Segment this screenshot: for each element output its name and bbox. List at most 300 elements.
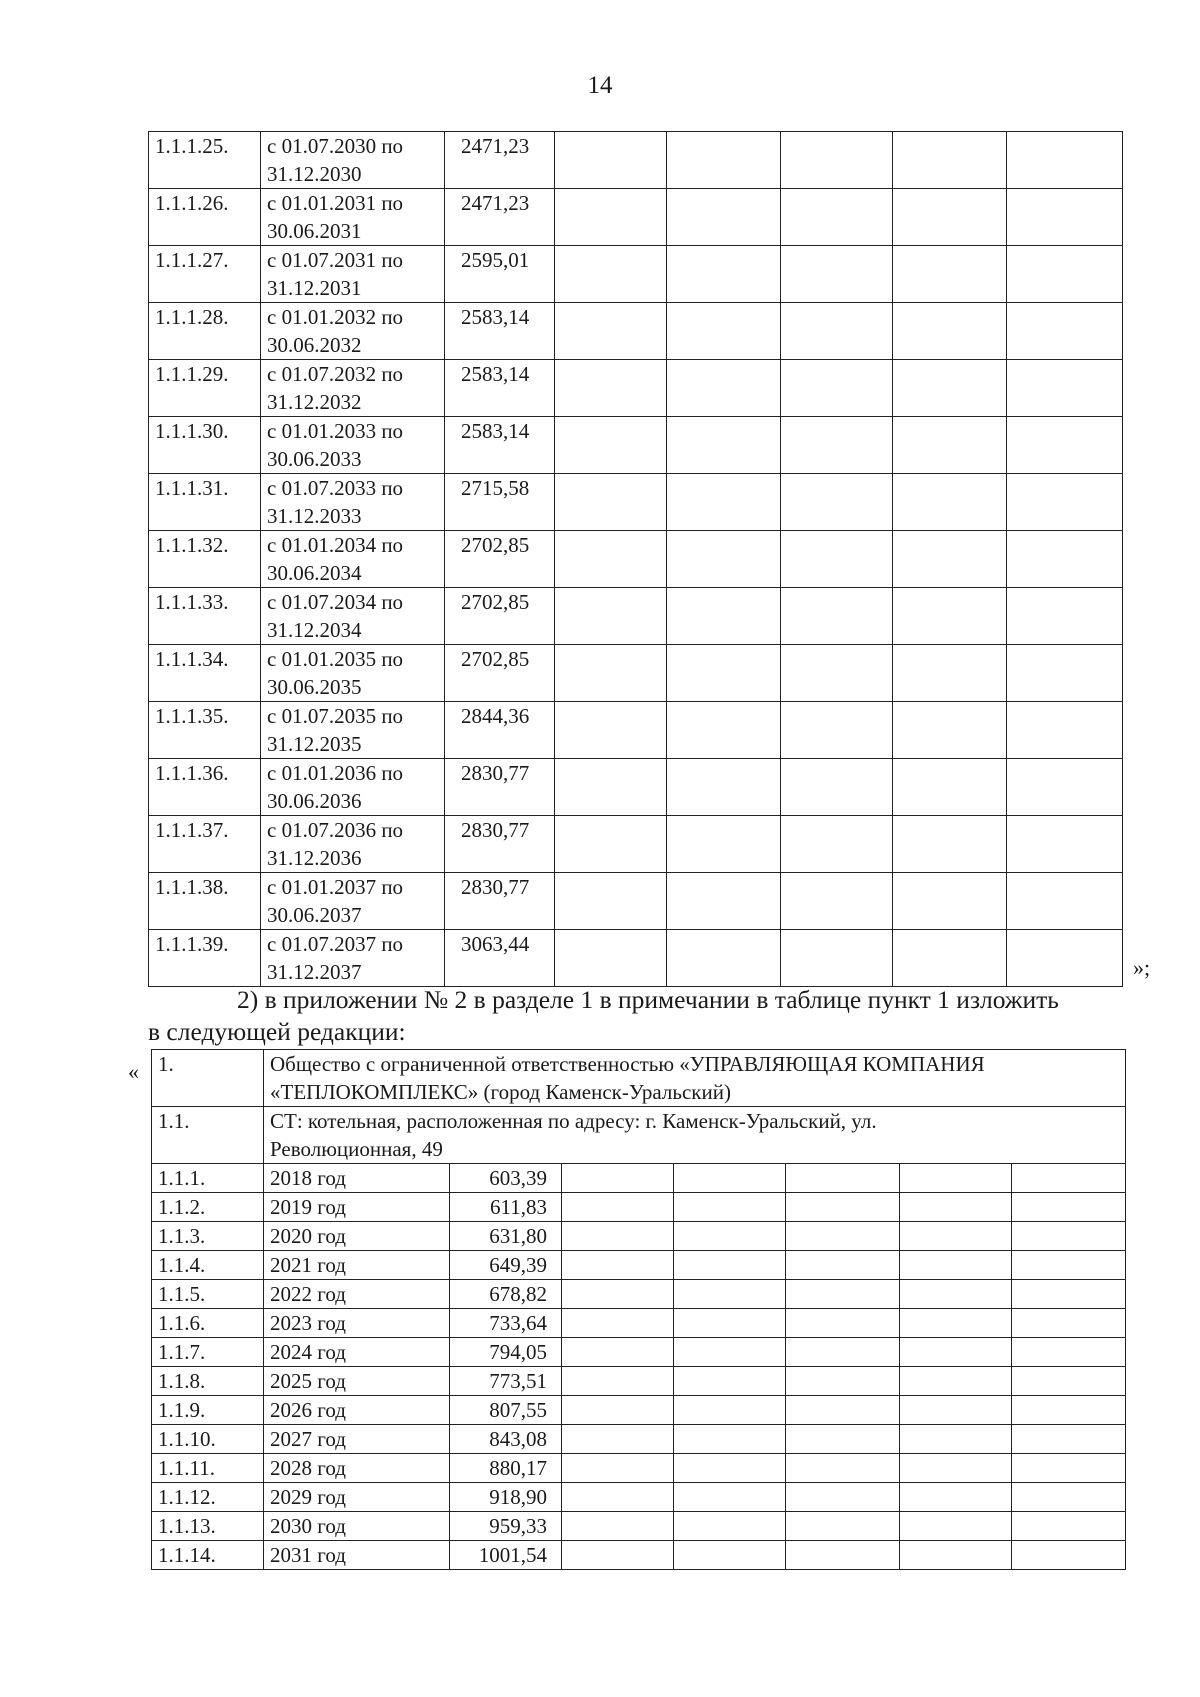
tariff-value: 2595,01 bbox=[445, 246, 555, 303]
row-number: 1.1.11. bbox=[152, 1454, 264, 1483]
table-row bbox=[149, 132, 1123, 189]
empty-cell bbox=[893, 132, 1007, 189]
empty-cell bbox=[674, 1193, 786, 1222]
row-number: 1.1.7. bbox=[152, 1338, 264, 1367]
row-number: 1.1.1.26. bbox=[149, 189, 261, 246]
row-number: 1.1.5. bbox=[152, 1280, 264, 1309]
table-row bbox=[152, 1280, 1126, 1309]
empty-cell bbox=[1007, 474, 1123, 531]
tariff-value: 678,82 bbox=[450, 1280, 562, 1309]
row-number: 1.1.1.31. bbox=[149, 474, 261, 531]
empty-cell bbox=[781, 588, 893, 645]
empty-cell bbox=[893, 360, 1007, 417]
year-cell: 2021 год bbox=[264, 1251, 450, 1280]
empty-cell bbox=[674, 1483, 786, 1512]
empty-cell bbox=[893, 531, 1007, 588]
period-end: 31.12.2037 bbox=[267, 960, 362, 984]
table-row bbox=[152, 1483, 1126, 1512]
empty-cell bbox=[781, 759, 893, 816]
year-cell: 2020 год bbox=[264, 1222, 450, 1251]
table-row bbox=[152, 1396, 1126, 1425]
table-row bbox=[152, 1309, 1126, 1338]
empty-cell bbox=[893, 702, 1007, 759]
empty-cell bbox=[562, 1222, 674, 1251]
empty-cell bbox=[1012, 1541, 1126, 1570]
empty-cell bbox=[674, 1338, 786, 1367]
empty-cell bbox=[555, 132, 667, 189]
row-number: 1.1.3. bbox=[152, 1222, 264, 1251]
empty-cell bbox=[893, 759, 1007, 816]
table-row bbox=[149, 816, 1123, 873]
row-number: 1.1.1.35. bbox=[149, 702, 261, 759]
row-number: 1.1.13. bbox=[152, 1512, 264, 1541]
table-row bbox=[152, 1193, 1126, 1222]
empty-cell bbox=[667, 360, 781, 417]
empty-cell bbox=[900, 1483, 1012, 1512]
empty-cell bbox=[562, 1454, 674, 1483]
organization-name bbox=[264, 1050, 1126, 1107]
empty-cell bbox=[1007, 531, 1123, 588]
period-end: 31.12.2036 bbox=[267, 846, 362, 870]
empty-cell bbox=[674, 1454, 786, 1483]
empty-cell bbox=[674, 1164, 786, 1193]
empty-cell bbox=[781, 246, 893, 303]
year-cell: 2028 год bbox=[264, 1454, 450, 1483]
site-address-line-1: СТ: котельная, расположенная по адресу: г. Каменск-Уральский, ул. bbox=[270, 1109, 877, 1133]
period-end: 30.06.2032 bbox=[267, 333, 362, 357]
year-cell: 2018 год bbox=[264, 1164, 450, 1193]
empty-cell bbox=[667, 303, 781, 360]
row-number: 1.1.1.28. bbox=[149, 303, 261, 360]
empty-cell bbox=[674, 1396, 786, 1425]
empty-cell bbox=[900, 1512, 1012, 1541]
empty-cell bbox=[1012, 1251, 1126, 1280]
empty-cell bbox=[562, 1367, 674, 1396]
opening-quote: « bbox=[128, 1059, 139, 1084]
organization-name-line-2: «ТЕПЛОКОМПЛЕКС» (город Каменск-Уральский) bbox=[270, 1080, 731, 1104]
empty-cell bbox=[1012, 1280, 1126, 1309]
table-row bbox=[152, 1338, 1126, 1367]
empty-cell bbox=[893, 189, 1007, 246]
empty-cell bbox=[555, 360, 667, 417]
tariff-value: 959,33 bbox=[450, 1512, 562, 1541]
empty-cell bbox=[1007, 816, 1123, 873]
empty-cell bbox=[786, 1338, 900, 1367]
empty-cell bbox=[562, 1425, 674, 1454]
tariff-value: 843,08 bbox=[450, 1425, 562, 1454]
empty-cell bbox=[562, 1338, 674, 1367]
tariff-value: 2830,77 bbox=[445, 816, 555, 873]
empty-cell bbox=[781, 531, 893, 588]
year-cell: 2022 год bbox=[264, 1280, 450, 1309]
period-start: с 01.01.2033 по bbox=[267, 419, 404, 443]
table-row bbox=[149, 531, 1123, 588]
empty-cell bbox=[674, 1367, 786, 1396]
empty-cell bbox=[555, 645, 667, 702]
tariff-value: 1001,54 bbox=[450, 1541, 562, 1570]
tariff-value: 603,39 bbox=[450, 1164, 562, 1193]
period-cell bbox=[261, 474, 445, 531]
table-row bbox=[152, 1367, 1126, 1396]
period-cell bbox=[261, 360, 445, 417]
empty-cell bbox=[667, 588, 781, 645]
empty-cell bbox=[674, 1512, 786, 1541]
empty-cell bbox=[562, 1193, 674, 1222]
period-start: с 01.01.2036 по bbox=[267, 761, 404, 785]
tariff-value: 611,83 bbox=[450, 1193, 562, 1222]
empty-cell bbox=[781, 132, 893, 189]
row-number: 1.1.8. bbox=[152, 1367, 264, 1396]
site-address bbox=[264, 1107, 1126, 1164]
empty-cell bbox=[1007, 132, 1123, 189]
tariff-value: 880,17 bbox=[450, 1454, 562, 1483]
empty-cell bbox=[1012, 1193, 1126, 1222]
empty-cell bbox=[900, 1280, 1012, 1309]
empty-cell bbox=[555, 816, 667, 873]
year-cell: 2029 год bbox=[264, 1483, 450, 1512]
empty-cell bbox=[781, 816, 893, 873]
row-number: 1.1.1.32. bbox=[149, 531, 261, 588]
empty-cell bbox=[667, 531, 781, 588]
period-cell bbox=[261, 930, 445, 987]
period-end: 30.06.2036 bbox=[267, 789, 362, 813]
period-end: 31.12.2032 bbox=[267, 390, 362, 414]
period-end: 31.12.2033 bbox=[267, 504, 362, 528]
period-cell bbox=[261, 189, 445, 246]
table-row bbox=[149, 588, 1123, 645]
empty-cell bbox=[667, 873, 781, 930]
row-number: 1.1.1. bbox=[152, 1164, 264, 1193]
table-row bbox=[152, 1512, 1126, 1541]
empty-cell bbox=[555, 759, 667, 816]
empty-cell bbox=[781, 645, 893, 702]
year-cell: 2025 год bbox=[264, 1367, 450, 1396]
table-row bbox=[149, 930, 1123, 987]
tariff-value: 733,64 bbox=[450, 1309, 562, 1338]
empty-cell bbox=[555, 189, 667, 246]
site-address-line-2: Революционная, 49 bbox=[270, 1137, 443, 1161]
empty-cell bbox=[781, 873, 893, 930]
year-cell: 2019 год bbox=[264, 1193, 450, 1222]
empty-cell bbox=[1007, 360, 1123, 417]
empty-cell bbox=[1012, 1222, 1126, 1251]
amendment-paragraph-line-1: 2) в приложении № 2 в разделе 1 в примечании в таблице пункт 1 изложить bbox=[237, 985, 1059, 1014]
period-cell bbox=[261, 531, 445, 588]
table-row bbox=[149, 759, 1123, 816]
empty-cell bbox=[562, 1309, 674, 1338]
tariff-value: 631,80 bbox=[450, 1222, 562, 1251]
period-start: с 01.07.2031 по bbox=[267, 248, 404, 272]
table-row bbox=[152, 1454, 1126, 1483]
tariff-value: 2471,23 bbox=[445, 132, 555, 189]
table-row bbox=[149, 873, 1123, 930]
tariff-value: 2830,77 bbox=[445, 759, 555, 816]
empty-cell bbox=[781, 189, 893, 246]
period-end: 30.06.2034 bbox=[267, 561, 362, 585]
period-cell bbox=[261, 417, 445, 474]
row-number: 1. bbox=[152, 1050, 264, 1107]
period-start: с 01.01.2034 по bbox=[267, 533, 404, 557]
empty-cell bbox=[781, 360, 893, 417]
table-row bbox=[149, 246, 1123, 303]
empty-cell bbox=[674, 1251, 786, 1280]
period-end: 30.06.2031 bbox=[267, 219, 362, 243]
empty-cell bbox=[900, 1396, 1012, 1425]
tariff-value: 2715,58 bbox=[445, 474, 555, 531]
page-number: 14 bbox=[587, 72, 613, 99]
empty-cell bbox=[786, 1222, 900, 1251]
year-cell: 2023 год bbox=[264, 1309, 450, 1338]
tariff-value: 649,39 bbox=[450, 1251, 562, 1280]
closing-quote: »; bbox=[1133, 955, 1151, 980]
period-end: 30.06.2033 bbox=[267, 447, 362, 471]
table-row bbox=[149, 702, 1123, 759]
empty-cell bbox=[674, 1280, 786, 1309]
empty-cell bbox=[893, 588, 1007, 645]
table-row bbox=[152, 1164, 1126, 1193]
row-number: 1.1.1.27. bbox=[149, 246, 261, 303]
empty-cell bbox=[1012, 1367, 1126, 1396]
row-number: 1.1. bbox=[152, 1107, 264, 1164]
row-number: 1.1.1.25. bbox=[149, 132, 261, 189]
period-cell bbox=[261, 588, 445, 645]
empty-cell bbox=[1007, 246, 1123, 303]
row-number: 1.1.12. bbox=[152, 1483, 264, 1512]
empty-cell bbox=[1012, 1164, 1126, 1193]
tariff-value: 794,05 bbox=[450, 1338, 562, 1367]
empty-cell bbox=[786, 1512, 900, 1541]
period-end: 30.06.2037 bbox=[267, 903, 362, 927]
empty-cell bbox=[1007, 303, 1123, 360]
empty-cell bbox=[674, 1222, 786, 1251]
tariff-value: 918,90 bbox=[450, 1483, 562, 1512]
empty-cell bbox=[555, 531, 667, 588]
table-row bbox=[149, 417, 1123, 474]
empty-cell bbox=[893, 930, 1007, 987]
empty-cell bbox=[674, 1425, 786, 1454]
period-end: 31.12.2030 bbox=[267, 162, 362, 186]
empty-cell bbox=[893, 474, 1007, 531]
row-number: 1.1.4. bbox=[152, 1251, 264, 1280]
empty-cell bbox=[674, 1541, 786, 1570]
empty-cell bbox=[781, 303, 893, 360]
empty-cell bbox=[667, 930, 781, 987]
empty-cell bbox=[1007, 930, 1123, 987]
empty-cell bbox=[893, 645, 1007, 702]
annual-tariff-table bbox=[151, 1049, 1126, 1570]
tariff-value: 2471,23 bbox=[445, 189, 555, 246]
row-number: 1.1.6. bbox=[152, 1309, 264, 1338]
period-start: с 01.07.2030 по bbox=[267, 134, 404, 158]
empty-cell bbox=[667, 246, 781, 303]
period-cell bbox=[261, 132, 445, 189]
empty-cell bbox=[893, 873, 1007, 930]
period-start: с 01.01.2037 по bbox=[267, 875, 404, 899]
empty-cell bbox=[562, 1280, 674, 1309]
organization-row bbox=[152, 1050, 1126, 1107]
row-number: 1.1.1.39. bbox=[149, 930, 261, 987]
empty-cell bbox=[1007, 645, 1123, 702]
empty-cell bbox=[900, 1222, 1012, 1251]
row-number: 1.1.9. bbox=[152, 1396, 264, 1425]
year-cell: 2026 год bbox=[264, 1396, 450, 1425]
period-start: с 01.07.2033 по bbox=[267, 476, 404, 500]
empty-cell bbox=[555, 873, 667, 930]
empty-cell bbox=[900, 1251, 1012, 1280]
empty-cell bbox=[900, 1338, 1012, 1367]
empty-cell bbox=[786, 1541, 900, 1570]
tariff-periods-table bbox=[148, 131, 1123, 987]
period-start: с 01.01.2031 по bbox=[267, 191, 404, 215]
empty-cell bbox=[893, 303, 1007, 360]
empty-cell bbox=[1007, 189, 1123, 246]
empty-cell bbox=[667, 132, 781, 189]
empty-cell bbox=[893, 246, 1007, 303]
empty-cell bbox=[786, 1193, 900, 1222]
empty-cell bbox=[1012, 1396, 1126, 1425]
empty-cell bbox=[1007, 417, 1123, 474]
empty-cell bbox=[786, 1251, 900, 1280]
empty-cell bbox=[562, 1164, 674, 1193]
empty-cell bbox=[900, 1164, 1012, 1193]
year-cell: 2027 год bbox=[264, 1425, 450, 1454]
empty-cell bbox=[1012, 1338, 1126, 1367]
row-number: 1.1.1.34. bbox=[149, 645, 261, 702]
period-end: 30.06.2035 bbox=[267, 675, 362, 699]
table-row bbox=[149, 474, 1123, 531]
empty-cell bbox=[786, 1483, 900, 1512]
empty-cell bbox=[1012, 1512, 1126, 1541]
period-start: с 01.07.2037 по bbox=[267, 932, 404, 956]
period-cell bbox=[261, 816, 445, 873]
empty-cell bbox=[900, 1193, 1012, 1222]
table-row bbox=[152, 1251, 1126, 1280]
empty-cell bbox=[555, 702, 667, 759]
period-start: с 01.07.2036 по bbox=[267, 818, 404, 842]
empty-cell bbox=[667, 759, 781, 816]
empty-cell bbox=[786, 1396, 900, 1425]
empty-cell bbox=[555, 474, 667, 531]
empty-cell bbox=[1007, 873, 1123, 930]
empty-cell bbox=[900, 1541, 1012, 1570]
empty-cell bbox=[562, 1541, 674, 1570]
period-start: с 01.07.2032 по bbox=[267, 362, 404, 386]
empty-cell bbox=[781, 930, 893, 987]
period-cell bbox=[261, 303, 445, 360]
tariff-value: 2844,36 bbox=[445, 702, 555, 759]
empty-cell bbox=[781, 417, 893, 474]
empty-cell bbox=[786, 1309, 900, 1338]
period-start: с 01.01.2032 по bbox=[267, 305, 404, 329]
tariff-value: 2583,14 bbox=[445, 360, 555, 417]
organization-name-line-1: Общество с ограниченной ответственностью «УПРАВЛЯЮЩАЯ КОМПАНИЯ bbox=[270, 1052, 985, 1076]
empty-cell bbox=[562, 1483, 674, 1512]
empty-cell bbox=[893, 417, 1007, 474]
empty-cell bbox=[667, 474, 781, 531]
empty-cell bbox=[893, 816, 1007, 873]
row-number: 1.1.2. bbox=[152, 1193, 264, 1222]
empty-cell bbox=[781, 474, 893, 531]
row-number: 1.1.1.30. bbox=[149, 417, 261, 474]
empty-cell bbox=[1007, 759, 1123, 816]
tariff-value: 2583,14 bbox=[445, 417, 555, 474]
empty-cell bbox=[786, 1425, 900, 1454]
period-start: с 01.07.2034 по bbox=[267, 590, 404, 614]
tariff-value: 2702,85 bbox=[445, 645, 555, 702]
table-row bbox=[152, 1541, 1126, 1570]
period-end: 31.12.2031 bbox=[267, 276, 362, 300]
empty-cell bbox=[786, 1454, 900, 1483]
row-number: 1.1.14. bbox=[152, 1541, 264, 1570]
empty-cell bbox=[555, 588, 667, 645]
period-cell bbox=[261, 759, 445, 816]
period-start: с 01.01.2035 по bbox=[267, 647, 404, 671]
tariff-value: 3063,44 bbox=[445, 930, 555, 987]
table-row bbox=[149, 645, 1123, 702]
period-start: с 01.07.2035 по bbox=[267, 704, 404, 728]
empty-cell bbox=[555, 303, 667, 360]
empty-cell bbox=[1012, 1483, 1126, 1512]
empty-cell bbox=[667, 189, 781, 246]
tariff-value: 2583,14 bbox=[445, 303, 555, 360]
empty-cell bbox=[1007, 702, 1123, 759]
row-number: 1.1.1.38. bbox=[149, 873, 261, 930]
year-cell: 2030 год bbox=[264, 1512, 450, 1541]
site-row bbox=[152, 1107, 1126, 1164]
table-row bbox=[152, 1425, 1126, 1454]
empty-cell bbox=[786, 1164, 900, 1193]
row-number: 1.1.1.29. bbox=[149, 360, 261, 417]
period-cell bbox=[261, 645, 445, 702]
table-row bbox=[149, 189, 1123, 246]
tariff-value: 773,51 bbox=[450, 1367, 562, 1396]
row-number: 1.1.1.33. bbox=[149, 588, 261, 645]
table-row bbox=[152, 1222, 1126, 1251]
empty-cell bbox=[1012, 1425, 1126, 1454]
empty-cell bbox=[562, 1396, 674, 1425]
table-row bbox=[149, 360, 1123, 417]
empty-cell bbox=[667, 417, 781, 474]
period-end: 31.12.2034 bbox=[267, 618, 362, 642]
empty-cell bbox=[674, 1309, 786, 1338]
empty-cell bbox=[555, 930, 667, 987]
empty-cell bbox=[900, 1454, 1012, 1483]
tariff-value: 2702,85 bbox=[445, 588, 555, 645]
empty-cell bbox=[667, 702, 781, 759]
tariff-value: 2702,85 bbox=[445, 531, 555, 588]
empty-cell bbox=[667, 816, 781, 873]
year-cell: 2024 год bbox=[264, 1338, 450, 1367]
row-number: 1.1.10. bbox=[152, 1425, 264, 1454]
empty-cell bbox=[562, 1251, 674, 1280]
tariff-value: 2830,77 bbox=[445, 873, 555, 930]
empty-cell bbox=[562, 1512, 674, 1541]
period-end: 31.12.2035 bbox=[267, 732, 362, 756]
empty-cell bbox=[900, 1367, 1012, 1396]
tariff-value: 807,55 bbox=[450, 1396, 562, 1425]
empty-cell bbox=[781, 702, 893, 759]
period-cell bbox=[261, 246, 445, 303]
row-number: 1.1.1.37. bbox=[149, 816, 261, 873]
empty-cell bbox=[786, 1367, 900, 1396]
empty-cell bbox=[900, 1309, 1012, 1338]
row-number: 1.1.1.36. bbox=[149, 759, 261, 816]
period-cell bbox=[261, 702, 445, 759]
empty-cell bbox=[555, 417, 667, 474]
year-cell: 2031 год bbox=[264, 1541, 450, 1570]
empty-cell bbox=[555, 246, 667, 303]
period-cell bbox=[261, 873, 445, 930]
